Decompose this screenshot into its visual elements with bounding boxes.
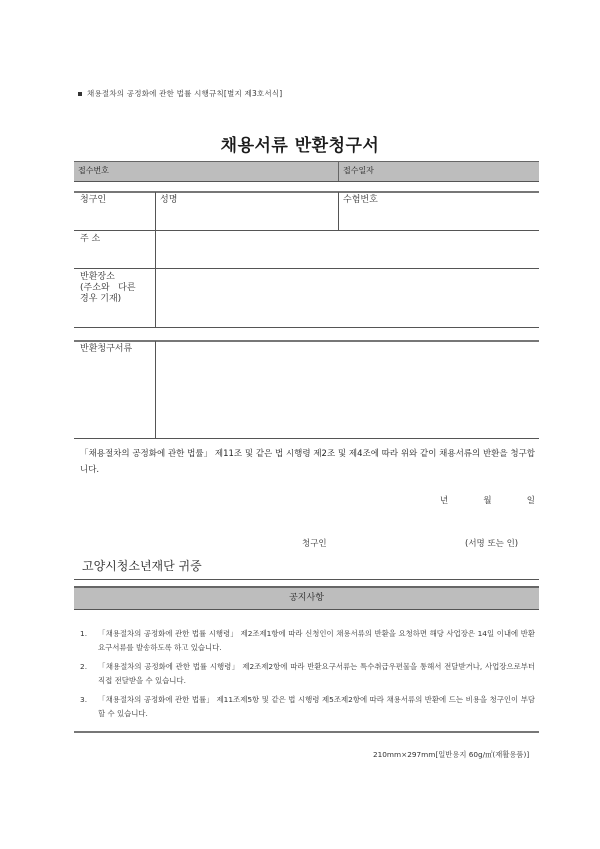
name-field[interactable]: [156, 192, 338, 230]
paper-size-note: 210mm×297mm[일반용지 60g/㎡(재활용품)]: [373, 750, 530, 759]
return-location-label: [80, 272, 152, 305]
return-location-field[interactable]: [156, 269, 539, 327]
documents-field[interactable]: [156, 342, 539, 438]
address-field[interactable]: [156, 231, 539, 268]
receipt-row: [74, 161, 539, 182]
signature-label: 청구인: [302, 539, 327, 549]
month-label[interactable]: 월: [483, 496, 492, 506]
list-item: [80, 693, 535, 721]
receipt-date-cell[interactable]: [339, 162, 539, 181]
form-title: 채용서류 반환청구서: [220, 136, 380, 156]
list-item: [80, 627, 535, 655]
date-line: [440, 494, 535, 506]
receipt-number-cell[interactable]: [74, 162, 338, 181]
divider: [74, 579, 539, 580]
notice-header: 공지사항: [74, 586, 539, 610]
return-location-label-line2: (주소와 다른: [80, 283, 136, 293]
notice-number: 1.: [80, 629, 88, 638]
notice-text: 「채용절차의 공정화에 관한 법률」 제11조제5항 및 같은 법 시행령 제5조제2항에 따라 채용서류의 반환에 드는 비용을 청구인이 부담할 수 있습니다.: [98, 695, 535, 718]
exam-number-field[interactable]: [339, 192, 539, 230]
notice-number: 2.: [80, 662, 88, 671]
address-label: 주 소: [80, 234, 101, 244]
list-item: [80, 660, 535, 688]
applicant-section-label: 청구인: [80, 195, 107, 205]
request-statement: 「채용절차의 공정화에 관한 법률」 제11조 및 같은 법 시행령 제2조 및 제4조에 따라 위와 같이 채용서류의 반환을 청구합니다.: [80, 449, 535, 475]
receipt-date-label: 접수일자: [343, 166, 374, 175]
notice-list: [80, 627, 535, 726]
signature-field[interactable]: (서명 또는 인): [465, 539, 519, 549]
return-location-label-line1: 반환장소: [80, 272, 115, 282]
notice-number: 3.: [80, 695, 88, 704]
recipient: 고양시청소년재단 귀중: [82, 559, 202, 573]
legal-reference-text: 채용절차의 공정화에 관한 법률 시행규칙[별지 제3호서식]: [87, 89, 283, 98]
day-label[interactable]: 일: [526, 496, 535, 506]
documents-label: 반환청구서류: [80, 344, 133, 354]
square-bullet-icon: [78, 92, 82, 96]
legal-reference: [78, 88, 282, 99]
divider: [74, 327, 539, 328]
exam-number-label: 수험번호: [343, 195, 378, 205]
receipt-number-label: 접수번호: [78, 166, 109, 175]
return-location-label-line3: 경우 기재): [80, 294, 122, 304]
divider: [74, 731, 539, 733]
name-label: 성명: [160, 195, 178, 205]
divider: [74, 438, 539, 439]
notice-text: 「채용절차의 공정화에 관한 법률 시행령」 제2조제1항에 따라 신청인이 채용서류의 반환을 요청하면 해당 사업장은 14일 이내에 반환요구서류를 발송하도록 하고 있습니다.: [98, 629, 535, 652]
notice-text: 「채용절차의 공정화에 관한 법률 시행령」 제2조제2항에 따라 반환요구서류는 특수취급우편물을 통해서 전달받거나, 사업장으로부터 직접 전달받을 수 있습니다.: [98, 662, 535, 685]
year-label[interactable]: 년: [440, 496, 449, 506]
